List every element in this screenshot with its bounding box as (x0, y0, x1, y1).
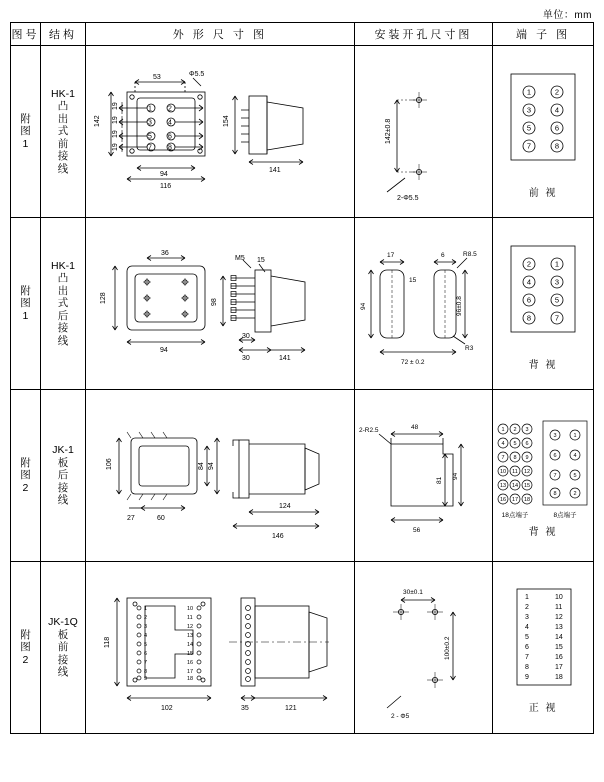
row2-struct-line-4: 后 (57, 309, 69, 322)
term4-4: 4 (525, 624, 530, 631)
pin-5: 5 (147, 133, 152, 140)
row2-struct-line-3: 式 (57, 297, 69, 310)
term8-5: 5 (573, 473, 577, 479)
row1-no (11, 46, 41, 218)
dim-116: 116 (159, 182, 172, 190)
table-row (11, 218, 594, 390)
dim-60: 60 (156, 514, 165, 522)
row1-struct-line-3: 式 (57, 125, 69, 138)
dim-94-hole: 94 (360, 302, 368, 310)
row3-terminal-diagram (493, 390, 594, 562)
term8-6: 6 (553, 453, 557, 459)
term18-18: 18 (524, 497, 531, 503)
dim-154: 154 (222, 114, 230, 127)
pin-1: 1 (147, 105, 152, 112)
term18-4: 4 (501, 441, 505, 447)
outline-num-14: 14 (186, 641, 193, 648)
row4-struct-line-4: 线 (57, 666, 69, 679)
terminal-6: 6 (555, 123, 560, 133)
dim-94: 94 (159, 170, 168, 178)
dim-2-R2-5: 2-R2.5 (359, 426, 379, 434)
row2-no-line-0: 附 (20, 284, 31, 297)
term18-17: 17 (512, 497, 519, 503)
row4-struct-line-1: 板 (57, 628, 69, 641)
term4-9: 9 (525, 674, 530, 681)
term18-11: 11 (512, 469, 518, 475)
dim-17: 17 (387, 251, 395, 259)
dim-19-d: 19 (111, 142, 119, 151)
term4-10: 10 (555, 594, 563, 601)
outline-num-3: 3 (143, 623, 147, 630)
outline-num-16: 16 (186, 659, 193, 666)
pin-8: 8 (167, 144, 172, 151)
row2-no-line-1: 图 (20, 297, 31, 310)
row1-struct (40, 46, 85, 218)
term4-5: 5 (525, 634, 530, 641)
dim-2-phi5: 2 - Φ5 (391, 712, 410, 720)
dim-146: 146 (271, 532, 284, 540)
caption-18-terminals: 18点端子 (501, 512, 529, 519)
term18-2: 2 (513, 427, 517, 433)
dim-30-tol: 30±0.1 (403, 588, 424, 596)
terminal-1: 1 (527, 87, 532, 97)
row1-struct-line-4: 前 (57, 137, 69, 150)
dim-106: 106 (105, 457, 113, 470)
row4-no (11, 562, 41, 734)
term18-16: 16 (500, 497, 507, 503)
term4-15: 15 (555, 644, 563, 651)
outline-num-7: 7 (143, 659, 147, 666)
terminal-2: 2 (555, 87, 560, 97)
row1-struct-line-2: 出 (57, 112, 69, 125)
row2-no-line-2: 1 (22, 309, 29, 322)
row2-struct-line-5: 接 (57, 322, 69, 335)
dim-72-tol: 72 ± 0.2 (401, 358, 425, 366)
dim-121: 121 (284, 704, 297, 712)
row1-outline-drawing (86, 46, 355, 218)
row2-struct-line-0: HK-1 (51, 259, 75, 272)
term18-7: 7 (501, 455, 505, 461)
terminal-5: 5 (527, 123, 532, 133)
outline-num-18: 18 (186, 675, 193, 682)
row4-struct-line-3: 接 (57, 653, 69, 666)
term18-9: 9 (525, 455, 529, 461)
terminal-7: 7 (527, 141, 532, 151)
row3-struct-line-2: 后 (57, 469, 69, 482)
outline-num-4: 4 (143, 632, 147, 639)
outline-num-5: 5 (143, 641, 147, 648)
dim-15: 15 (256, 256, 265, 264)
outline-num-8: 8 (143, 668, 147, 675)
unit-note: 单位：mm (542, 10, 592, 21)
term8-1: 1 (573, 433, 577, 439)
header-col-hole: 安装开孔尺寸图 (354, 23, 493, 46)
row3-no-line-2: 2 (22, 481, 29, 494)
row4-struct-line-2: 前 (57, 641, 69, 654)
header-col-struct: 结构 (40, 23, 85, 46)
row4-terminal-diagram (493, 562, 594, 734)
outline-num-6: 6 (143, 650, 147, 657)
term18-3: 3 (525, 427, 529, 433)
row3-terminal-caption: 背 视 (528, 527, 558, 538)
dim-56: 56 (413, 526, 421, 534)
row2-terminal-diagram (493, 218, 594, 390)
dim-19-b: 19 (111, 115, 119, 124)
row3-struct-line-1: 板 (57, 456, 69, 469)
terminal-8: 8 (527, 313, 532, 323)
terminal-7: 7 (555, 313, 560, 323)
dim-35: 35 (240, 704, 249, 712)
table-header-row (11, 23, 594, 46)
dim-53: 53 (152, 73, 161, 81)
dim-48: 48 (411, 423, 419, 431)
row1-terminal-diagram (493, 46, 594, 218)
dim-102: 102 (160, 704, 173, 712)
terminal-8: 8 (555, 141, 560, 151)
dim-128: 128 (99, 291, 107, 304)
row1-struct-line-5: 接 (57, 150, 69, 163)
pin-2: 2 (167, 105, 172, 112)
header-col-terminal: 端 子 图 (493, 23, 594, 46)
terminal-3: 3 (555, 277, 560, 287)
term8-8: 8 (553, 491, 557, 497)
row1-no-line-1: 图 (20, 125, 31, 138)
term4-18: 18 (555, 674, 563, 681)
dim-R8-5: R8.5 (463, 250, 478, 258)
row3-struct-line-3: 接 (57, 481, 69, 494)
row1-struct-line-6: 线 (57, 162, 69, 175)
spec-table (10, 22, 594, 734)
table-row (11, 390, 594, 562)
pin-6: 6 (167, 133, 172, 140)
row4-hole-drawing (354, 562, 493, 734)
dim-98: 98 (210, 297, 218, 306)
terminal-4: 4 (527, 277, 532, 287)
caption-8-terminals: 8点端子 (553, 512, 577, 519)
term8-2: 2 (573, 491, 577, 497)
pin-4: 4 (167, 119, 172, 126)
header-col-outline: 外 形 尺 寸 图 (86, 23, 355, 46)
outline-num-11: 11 (186, 614, 193, 621)
dim-94-hole-r3: 94 (452, 472, 460, 480)
term18-10: 10 (500, 469, 507, 475)
row2-hole-drawing (354, 218, 493, 390)
dim-phi5-5: Φ5.5 (188, 70, 205, 78)
term4-11: 11 (555, 604, 563, 611)
term4-16: 16 (555, 654, 563, 661)
dim-141: 141 (268, 166, 281, 174)
term18-6: 6 (525, 441, 529, 447)
outline-num-1: 1 (143, 605, 147, 612)
outline-num-15: 15 (186, 650, 193, 657)
row2-struct-line-1: 凸 (57, 272, 69, 285)
term4-3: 3 (525, 614, 530, 621)
term8-3: 3 (553, 433, 557, 439)
row4-outline-drawing (86, 562, 355, 734)
row3-no-line-1: 图 (20, 469, 31, 482)
dim-6: 6 (441, 251, 446, 259)
dim-118: 118 (103, 636, 111, 648)
terminal-5: 5 (555, 295, 560, 305)
dim-30-b: 30 (241, 354, 250, 362)
outline-num-12: 12 (186, 623, 193, 630)
term18-12: 12 (524, 469, 531, 475)
term4-7: 7 (525, 654, 530, 661)
row1-hole-drawing (354, 46, 493, 218)
term18-15: 15 (524, 483, 531, 489)
row3-no (11, 390, 41, 562)
row3-outline-drawing (86, 390, 355, 562)
dim-124: 124 (278, 502, 291, 510)
term4-13: 13 (555, 624, 563, 631)
term18-13: 13 (500, 483, 507, 489)
outline-num-10: 10 (186, 605, 193, 612)
dim-94-r2: 94 (159, 346, 168, 354)
row2-outline-drawing (86, 218, 355, 390)
row4-struct-line-0: JK-1Q (48, 616, 78, 629)
outline-num-9: 9 (143, 675, 147, 682)
terminal-2: 2 (527, 259, 532, 269)
pin-3: 3 (147, 119, 152, 126)
term4-1: 1 (525, 594, 530, 601)
row3-no-line-0: 附 (20, 456, 31, 469)
dim-15-r2: 15 (409, 276, 417, 284)
dim-R3: R3 (465, 344, 474, 352)
term4-6: 6 (525, 644, 530, 651)
dim-94-r3: 94 (207, 461, 215, 470)
row1-struct-line-0: HK-1 (51, 87, 75, 100)
dim-96-tol: 96±0.8 (456, 295, 464, 316)
outline-num-17: 17 (186, 668, 193, 675)
dim-36: 36 (160, 249, 169, 257)
term4-2: 2 (525, 604, 530, 611)
dim-142: 142 (93, 114, 101, 127)
term18-1: 1 (501, 427, 505, 433)
term18-8: 8 (513, 455, 517, 461)
row4-terminal-caption: 正 视 (528, 703, 558, 714)
dim-100-tol: 100±0.2 (444, 636, 452, 660)
dim-27: 27 (126, 514, 135, 522)
term8-7: 7 (553, 473, 557, 479)
outline-num-13: 13 (186, 632, 193, 639)
row3-hole-drawing (354, 390, 493, 562)
dim-81: 81 (436, 476, 444, 484)
row2-struct (40, 218, 85, 390)
dim-2-phi5-5: 2-Φ5.5 (397, 194, 419, 202)
row1-struct-line-1: 凸 (57, 100, 69, 113)
term18-14: 14 (512, 483, 519, 489)
outline-num-2: 2 (143, 614, 147, 621)
term4-17: 17 (555, 664, 563, 671)
term4-8: 8 (525, 664, 530, 671)
row2-terminal-caption: 背 视 (528, 360, 558, 371)
row4-no-line-1: 图 (20, 641, 31, 654)
row2-struct-line-6: 线 (57, 334, 69, 347)
term18-5: 5 (513, 441, 517, 447)
dim-141-r2: 141 (278, 354, 291, 362)
dim-M5: M5 (234, 254, 245, 262)
pin-7: 7 (147, 144, 152, 151)
term4-14: 14 (555, 634, 563, 641)
row2-no (11, 218, 41, 390)
table-row (11, 46, 594, 218)
row4-struct (40, 562, 85, 734)
row1-terminal-caption: 前 视 (528, 188, 558, 199)
dim-30-a: 30 (241, 332, 250, 340)
row1-no-line-0: 附 (20, 112, 31, 125)
terminal-3: 3 (527, 105, 532, 115)
terminal-6: 6 (527, 295, 532, 305)
dim-19-a: 19 (111, 101, 119, 110)
term4-12: 12 (555, 614, 563, 621)
dim-142-tol: 142±0.8 (385, 118, 393, 144)
row3-struct-line-0: JK-1 (52, 444, 74, 457)
terminal-1: 1 (555, 259, 560, 269)
row1-no-line-2: 1 (22, 137, 29, 150)
row3-struct-line-4: 线 (57, 494, 69, 507)
dim-84: 84 (197, 461, 205, 470)
row4-no-line-0: 附 (20, 628, 31, 641)
header-col-no: 图号 (11, 23, 41, 46)
terminal-4: 4 (555, 105, 560, 115)
row4-no-line-2: 2 (22, 653, 29, 666)
row2-struct-line-2: 出 (57, 284, 69, 297)
dim-19-c: 19 (111, 129, 119, 138)
table-row (11, 562, 594, 734)
row3-struct (40, 390, 85, 562)
term8-4: 4 (573, 453, 577, 459)
